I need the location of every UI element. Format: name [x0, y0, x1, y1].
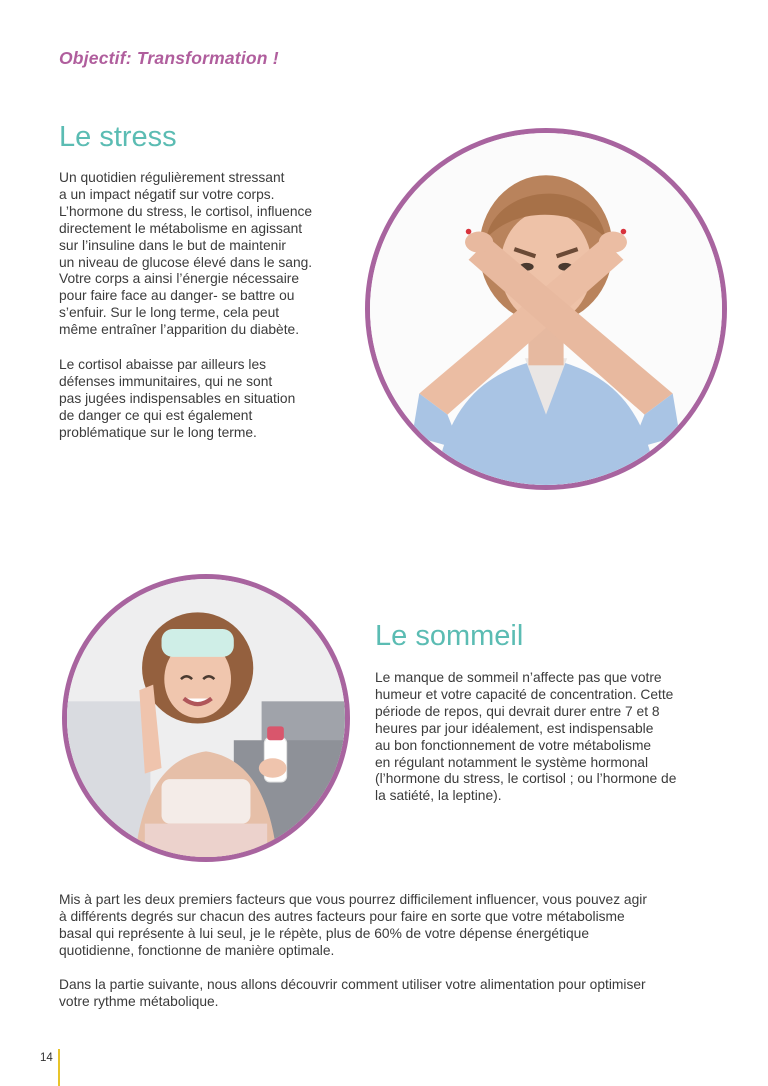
text-line: au bon fonctionnement de votre métabolisme: [375, 737, 652, 753]
sommeil-paragraph: [375, 670, 676, 805]
stress-paragraph-2: [59, 357, 295, 442]
text-line: directement le métabolisme en agissant: [59, 220, 303, 236]
text-line: sur l’insuline dans le but de maintenir: [59, 237, 287, 253]
text-line: basal qui représente à lui seul, je le répète, plus de 60% de votre dépense énergétique: [59, 925, 590, 941]
stressed-woman-illustration: [370, 133, 722, 485]
conclusion-paragraph-2: [59, 977, 646, 1011]
text-line: Votre corps a ainsi l’énergie nécessaire: [59, 271, 300, 287]
text-line: votre rythme métabolique.: [59, 993, 219, 1009]
text-line: Mis à part les deux premiers facteurs que vous pourrez difficilement influencer, vous pouvez agir: [59, 892, 647, 907]
text-line: Le manque de sommeil n’affecte pas que votre: [375, 670, 662, 685]
text-line: Dans la partie suivante, nous allons découvrir comment utiliser votre alimentation pour optimiser: [59, 977, 646, 992]
page-number: 14: [40, 1052, 53, 1064]
text-line: période de repos, qui devrait durer entre 7 et 8: [375, 703, 660, 719]
text-line: Un quotidien régulièrement stressant: [59, 170, 285, 185]
conclusion-paragraph-1: [59, 892, 647, 960]
text-line: heures par jour idéalement, est indispensable: [375, 720, 654, 736]
text-line: même entraîner l’apparition du diabète.: [59, 322, 300, 338]
text-line: de danger ce qui est également: [59, 407, 253, 423]
text-line: a un impact négatif sur votre corps.: [59, 186, 275, 202]
document-header: Objectif: Transformation !: [59, 48, 279, 68]
stress-paragraph-1: [59, 170, 312, 339]
text-line: quotidienne, fonctionne de manière optimale.: [59, 942, 335, 958]
text-line: pour faire face au danger- se battre ou: [59, 288, 295, 304]
text-line: un niveau de glucose élevé dans le sang.: [59, 254, 313, 270]
text-line: problématique sur le long terme.: [59, 424, 257, 440]
text-line: humeur et votre capacité de concentration. Cette: [375, 686, 674, 702]
stress-heading: Le stress: [59, 121, 177, 153]
sleep-mask-woman-photo: [62, 574, 350, 862]
text-line: pas jugées indispensables en situation: [59, 390, 296, 406]
page-divider: [58, 1049, 60, 1086]
sleep-mask-woman-illustration: [67, 579, 345, 857]
text-line: s’enfuir. Sur le long terme, cela peut: [59, 305, 280, 321]
sommeil-heading: Le sommeil: [375, 620, 524, 652]
stressed-woman-photo: [365, 128, 727, 490]
text-line: Le cortisol abaisse par ailleurs les: [59, 357, 267, 372]
text-line: à différents degrés sur chacun des autres facteurs pour faire en sorte que votre métabolisme: [59, 908, 625, 924]
text-line: (l’hormone du stress, le cortisol ; ou l’hormone de: [375, 771, 677, 787]
text-line: L’hormone du stress, le cortisol, influence: [59, 203, 313, 219]
text-line: en régulant notamment le système hormonal: [375, 754, 649, 770]
text-line: défenses immunitaires, qui ne sont: [59, 373, 273, 389]
text-line: la satiété, la leptine).: [375, 788, 502, 804]
